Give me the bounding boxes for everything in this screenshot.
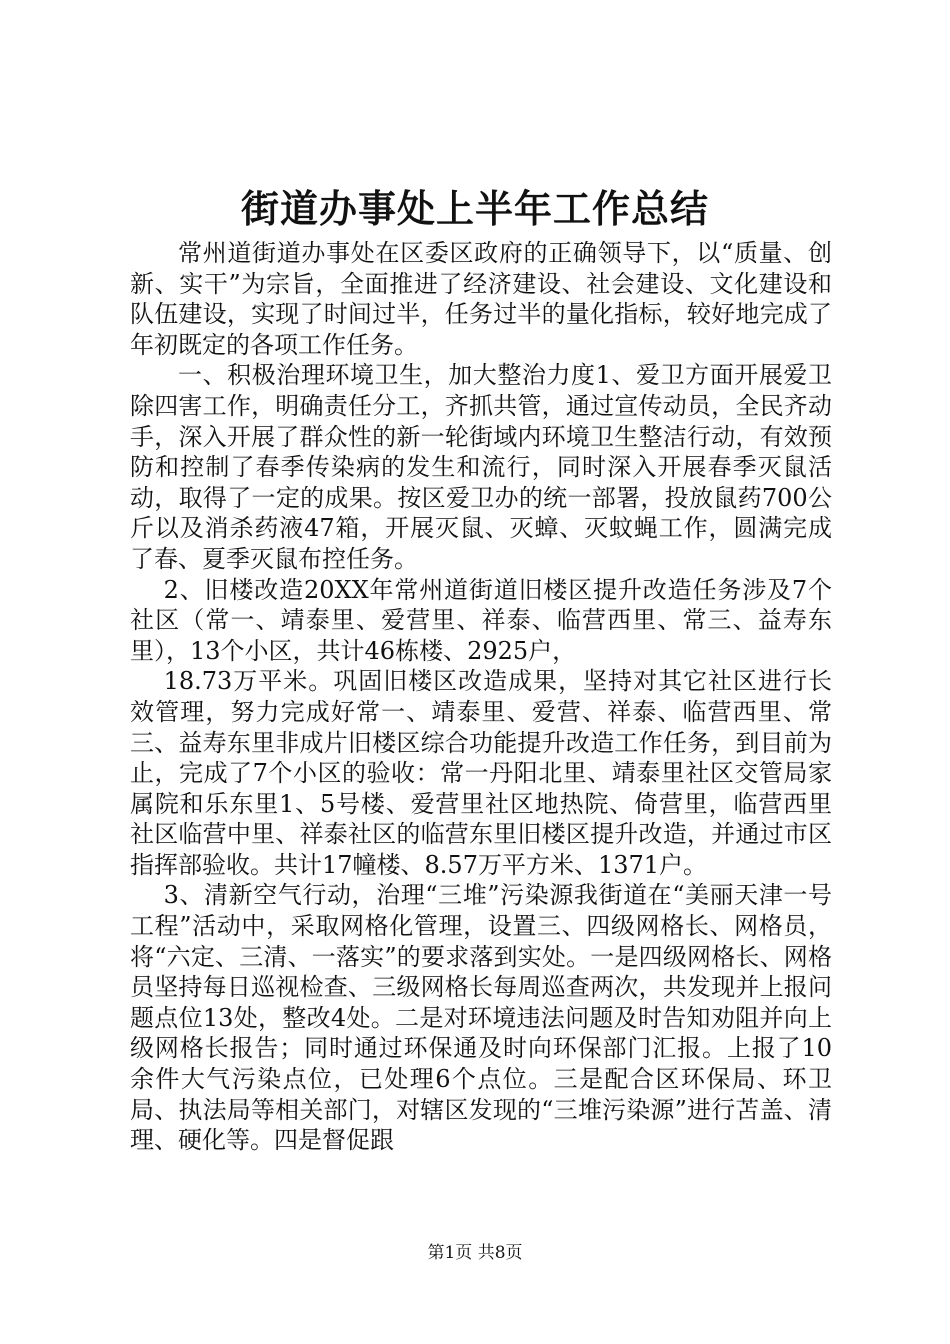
paragraph-section-1: 一、积极治理环境卫生，加大整治力度1、爱卫方面开展爱卫除四害工作，明确责任分工，齐抓共管，通过宣传动员，全民齐动手，深入开展了群众性的新一轮街域内环境卫生整洁行动，有效预防和控制了春季传染病的发生和流行，同时深入开展春季灭鼠活动，取得了一定的成果。按区爱卫办的统一部署，投放鼠药700公斤以及消杀药液47箱，开展灭鼠、灭蟑、灭蚊蝇工作，圆满完成了春、夏季灭鼠布控任务。 bbox=[130, 361, 832, 573]
document-body bbox=[130, 238, 832, 1156]
paragraph-intro: 常州道街道办事处在区委区政府的正确领导下，以“质量、创新、实干”为宗旨，全面推进了经济建设、社会建设、文化建设和队伍建设，实现了时间过半，任务过半的量化指标，较好地完成了年初既定的各项工作任务。 bbox=[130, 239, 832, 359]
paragraph-old-building-cont: 18.73万平米。巩固旧楼区改造成果，坚持对其它社区进行长效管理，努力完成好常一、靖泰里、爱营、祥泰、临营西里、常三、益寿东里非成片旧楼区综合功能提升改造工作任务，到目前为止，完成了7个小区的验收：常一丹阳北里、靖泰里社区交管局家属院和乐东里1、5号楼、爱营里社区地热院、倚营里，临营西里社区临营中里、祥泰社区的临营东里旧楼区提升改造，并通过市区指挥部验收。共计17幢楼、8.57万平方米、1371户。 bbox=[130, 667, 832, 879]
paragraph-clean-air: 3、清新空气行动，治理“三堆”污染源我街道在“美丽天津一号工程”活动中，采取网格化管理，设置三、四级网格长、网格员，将“六定、三清、一落实”的要求落到实处。一是四级网格长、网格员坚持每日巡视检查、三级网格长每周巡查两次，共发现并上报问题点位13处，整改4处。二是对环境违法问题及时告知劝阻并向上级网格长报告；同时通过环保通及时向环保部门汇报。上报了10余件大气污染点位，已处理6个点位。三是配合区环保局、环卫局、执法局等相关部门，对辖区发现的“三堆污染源”进行苫盖、清理、硬化等。四是督促跟 bbox=[130, 881, 832, 1155]
document-title: 街道办事处上半年工作总结 bbox=[240, 187, 709, 231]
paragraph-old-building: 2、旧楼改造20XX年常州道街道旧楼区提升改造任务涉及7个社区（常一、靖泰里、爱营里、祥泰、临营西里、常三、益寿东里），13个小区，共计46栋楼、2925户， bbox=[130, 575, 832, 665]
page-footer: 第1页 共8页 bbox=[427, 1243, 523, 1263]
